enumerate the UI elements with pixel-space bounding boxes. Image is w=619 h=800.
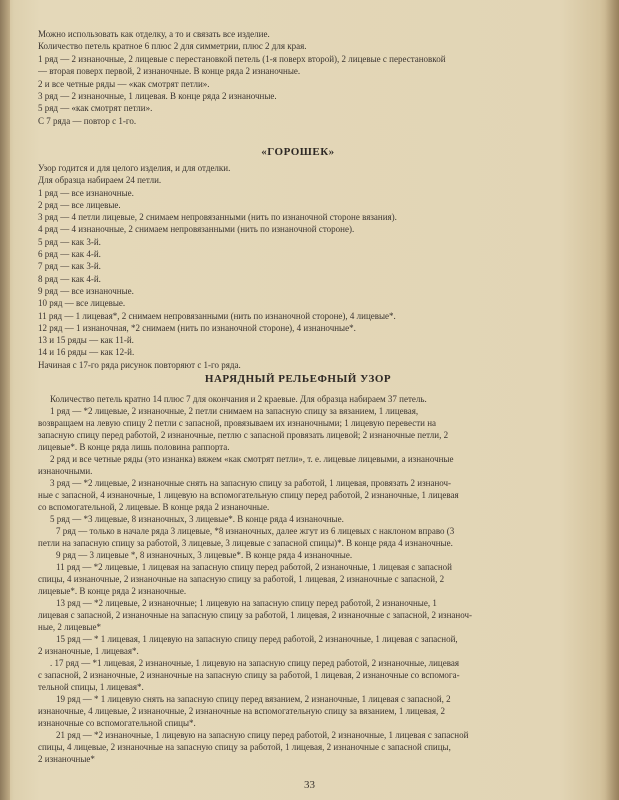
text-line: 7 ряд — только в начале ряда 3 лицевые, *8 изнаночных, далее жгут из 6 лицевых с наклоном вправо (3 — [56, 526, 455, 536]
text-line: 5 ряд — как 3-й. — [38, 236, 101, 247]
text-line: С 7 ряда — повтор с 1-го. — [38, 115, 137, 126]
text-line: спицы, 4 изнаночные, 2 изнаночные на запасную спицу за работой, 1 лицевая, 2 изнаночные с запасной, 2 — [38, 574, 445, 584]
book-spine — [0, 0, 10, 800]
text-line: 10 ряд — все лицевые. — [38, 298, 126, 309]
text-line: изнаночные со вспомогательной спицы*. — [38, 718, 196, 728]
text-line: 21 ряд — *2 изнаночные, 1 лицевую на запасную спицу перед работой, 2 изнаночные, 1 лицевая с запасной — [56, 730, 469, 740]
text-line: 13 ряд — *2 лицевые, 2 изнаночные; 1 лицевую на запасную спицу перед работой, 2 изнаночные, 1 — [56, 598, 437, 608]
text-line: 15 ряд — * 1 лицевая, 1 лицевую на запасную спицу перед работой, 2 изнаночные, 1 лицевая с запасной, — [56, 634, 458, 644]
section-title: «ГОРОШЕК» — [261, 146, 335, 158]
text-line: ные с запасной, 4 изнаночные, 1 лицевую на вспомогательную спицу перед работой, 2 изнаночные, 1 лицевая — [38, 490, 459, 500]
text-line: лицевые*. В конце ряда лишь половина раппорта. — [38, 442, 230, 452]
text-line: 5 ряд — *3 лицевые, 8 изнаночных, 3 лицевые*. В конце ряда 4 изнаночные. — [50, 514, 344, 524]
text-line: — вторая поверх первой, 2 изнаночные. В конце ряда 2 изнаночные. — [38, 66, 301, 77]
text-line: 2 ряд — все лицевые. — [38, 199, 121, 210]
text-line: 3 ряд — 4 петли лицевые, 2 снимаем непровязанными (нить по изнаночной стороне вязания). — [38, 212, 397, 223]
text-line: лицевые*. В конце ряда 2 изнаночные. — [38, 586, 187, 596]
text-line: Количество петель кратно 14 плюс 7 для окончания и 2 краевые. Для образца набираем 37 петель. — [50, 394, 427, 404]
text-line: 2 и все четные ряды — «как смотрят петли». — [38, 78, 210, 89]
intro-text-block — [38, 28, 558, 127]
text-line: Для образца набираем 24 петли. — [38, 175, 162, 186]
text-line: изнаночные, 4 лицевые, 2 изнаночные, 2 изнаночные на вспомогательную спицу за вязанием, 1 лицевая, 2 — [38, 706, 445, 716]
section-title-relief — [38, 372, 558, 386]
text-line: лицевая с запасной, 2 изнаночные на запасную спицу за работой, 1 лицевая, 2 изнаночные с запасной, 2 изнаноч- — [38, 610, 473, 620]
text-line: изнаночными. — [38, 466, 93, 476]
text-line: 2 ряд и все четные ряды (это изнанка) вяжем «как смотрят петли», т. е. лицевые лицевыми, а изнаночные — [50, 454, 454, 464]
goroshek-text-block — [38, 162, 558, 371]
text-line: 14 и 16 ряды — как 12-й. — [38, 347, 135, 358]
text-line: 7 ряд — как 3-й. — [38, 261, 101, 272]
text-line: 8 ряд — как 4-й. — [38, 273, 101, 284]
text-line: петли на запасную спицу за работой, 3 лицевые, 3 лицевые с запасной спицы)*. В конце ряда 4 изнаночные. — [38, 538, 453, 548]
text-line: 4 ряд — 4 изнаночные, 2 снимаем непровязанными (нить по изнаночной стороне). — [38, 224, 355, 235]
text-line: 11 ряд — *2 лицевые, 1 лицевая на запасную спицу перед работой, 2 изнаночные, 1 лицевая с запасной — [56, 562, 452, 572]
text-line: тельной спицы, 1 лицевая*. — [38, 682, 144, 692]
page-edge-shadow — [605, 0, 619, 800]
page-number: 33 — [304, 779, 315, 791]
text-line: 3 ряд — *2 лицевые, 2 изнаночные снять на запасную спицу за работой, 1 лицевая, провязать 2 изнаноч- — [50, 478, 452, 488]
text-line: Начиная с 17-го ряда рисунок повторяют с 1-го ряда. — [38, 359, 241, 370]
text-line: со вспомогательной, 2 лицевые. В конце ряда 2 изнаночные. — [38, 502, 270, 512]
text-line: 13 и 15 ряды — как 11-й. — [38, 335, 134, 346]
text-line: 9 ряд — 3 лицевые *, 8 изнаночных, 3 лицевые*. В конце ряда 4 изнаночные. — [56, 550, 353, 560]
text-line: 19 ряд — * 1 лицевую снять на запасную спицу перед вязанием, 2 изнаночные, 1 лицевая с запасной, 2 — [56, 694, 451, 704]
text-line: ные, 2 лицевые* — [38, 622, 102, 632]
text-line: Узор годится и для целого изделия, и для отделки. — [38, 163, 231, 173]
text-line: 6 ряд — как 4-й. — [38, 249, 101, 260]
text-line: . 17 ряд — *1 лицевая, 2 изнаночные, 1 лицевую на запасную спицу перед работой, 2 изнаночные, лицевая — [50, 658, 459, 668]
text-line: с запасной, 2 изнаночные, 2 изнаночные на запасную спицу за работой, 1 лицевая, 2 изнаночные со вспомога- — [38, 670, 460, 680]
text-line: 11 ряд — 1 лицевая*, 2 снимаем непровязанными (нить по изнаночной стороне), 4 лицевые*. — [38, 310, 396, 321]
text-line: 2 изнаночные, 1 лицевая*. — [38, 646, 139, 656]
text-line: 5 ряд — «как смотрят петли». — [38, 103, 153, 114]
text-line: 1 ряд — 2 изнаночные, 2 лицевые с перестановкой петель (1-я поверх второй), 2 лицевые с перестановкой — [38, 53, 446, 64]
text-line: 1 ряд — все изнаночные. — [38, 187, 134, 198]
text-line: 1 ряд — *2 лицевые, 2 изнаночные, 2 петли снимаем на запасную спицу за вязанием, 1 лицевая, — [50, 406, 419, 416]
section-title-goroshek — [38, 145, 558, 159]
text-line: Количество петель кратное 6 плюс 2 для симметрии, плюс 2 для края. — [38, 41, 307, 52]
text-line: 9 ряд — все изнаночные. — [38, 285, 134, 296]
text-line: возвращаем на левую спицу 2 петли с запасной, провязываем их изнаночными; 1 лицевую перевести на — [38, 418, 436, 428]
text-line: спицы, 4 лицевые, 2 изнаночные на запасную спицу за работой, 1 лицевая, 2 изнаночные с запасной спицы, — [38, 742, 451, 752]
text-line: 3 ряд — 2 изнаночные, 1 лицевая. В конце ряда 2 изнаночные. — [38, 91, 277, 102]
text-line: Можно использовать как отделку, а то и связать все изделие. — [38, 29, 270, 39]
text-line: запасную спицу перед работой, 2 изнаночные, петлю с запасной провязать лицевой; 2 изнаночные петли, 2 — [38, 430, 449, 440]
relief-text-block — [38, 393, 558, 765]
section-title: НАРЯДНЫЙ РЕЛЬЕФНЫЙ УЗОР — [204, 373, 392, 385]
text-line: 2 изнаночные* — [38, 754, 95, 764]
text-line: 12 ряд — 1 изнаночная, *2 снимаем (нить по изнаночной стороне), 4 изнаночные*. — [38, 322, 356, 333]
